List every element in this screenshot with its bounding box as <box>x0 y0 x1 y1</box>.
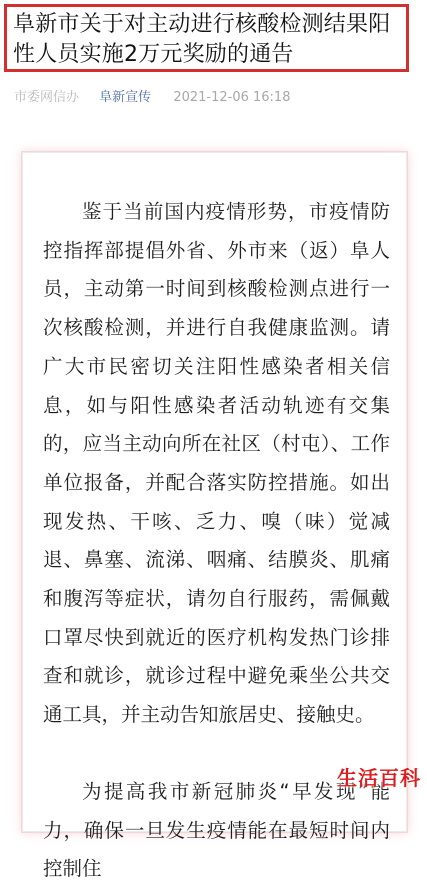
publish-time: 2021-12-06 16:18 <box>173 90 291 105</box>
watermark-logo: 生活百科 <box>337 766 421 790</box>
article-source: 市委网信办 <box>14 90 80 105</box>
article-title: 阜新市关于对主动进行核酸检测结果阳性人员实施2万元奖励的通告 <box>13 12 391 67</box>
notice-paragraph-2: 为提高我市新冠肺炎“早发现”能力，确保一旦发生疫情能在最短时间内控制住 <box>43 779 390 881</box>
notice-document <box>22 152 407 881</box>
notice-paragraph-1: 鉴于当前国内疫情形势，市疫情防控指挥部提倡外省、外市来（返）阜人员，主动第一时间到核酸检测点进行一次核酸检测，并进行自我健康监测。请广大市民密切关注阳性感染者相关信息，如与阳性感染者活动轨迹有交集的，应当主动向所在社区（村屯）、工作单位报备，并配合落实防控措施。如出现发热、干咳、乏力、嗅（味）觉减退、鼻塞、流涕、咽痛、结膜炎、肌痛和腹泻等症状，请勿自行服药，需佩戴口罩尽快到就近的医疗机构发热门诊排查和就诊，就诊过程中避免乘坐公共交通工具，并主动告知旅居史、接触史。 <box>43 200 390 727</box>
article-meta <box>14 86 290 105</box>
article-title-box <box>4 4 409 72</box>
account-link[interactable]: 阜新宣传 <box>99 90 152 105</box>
